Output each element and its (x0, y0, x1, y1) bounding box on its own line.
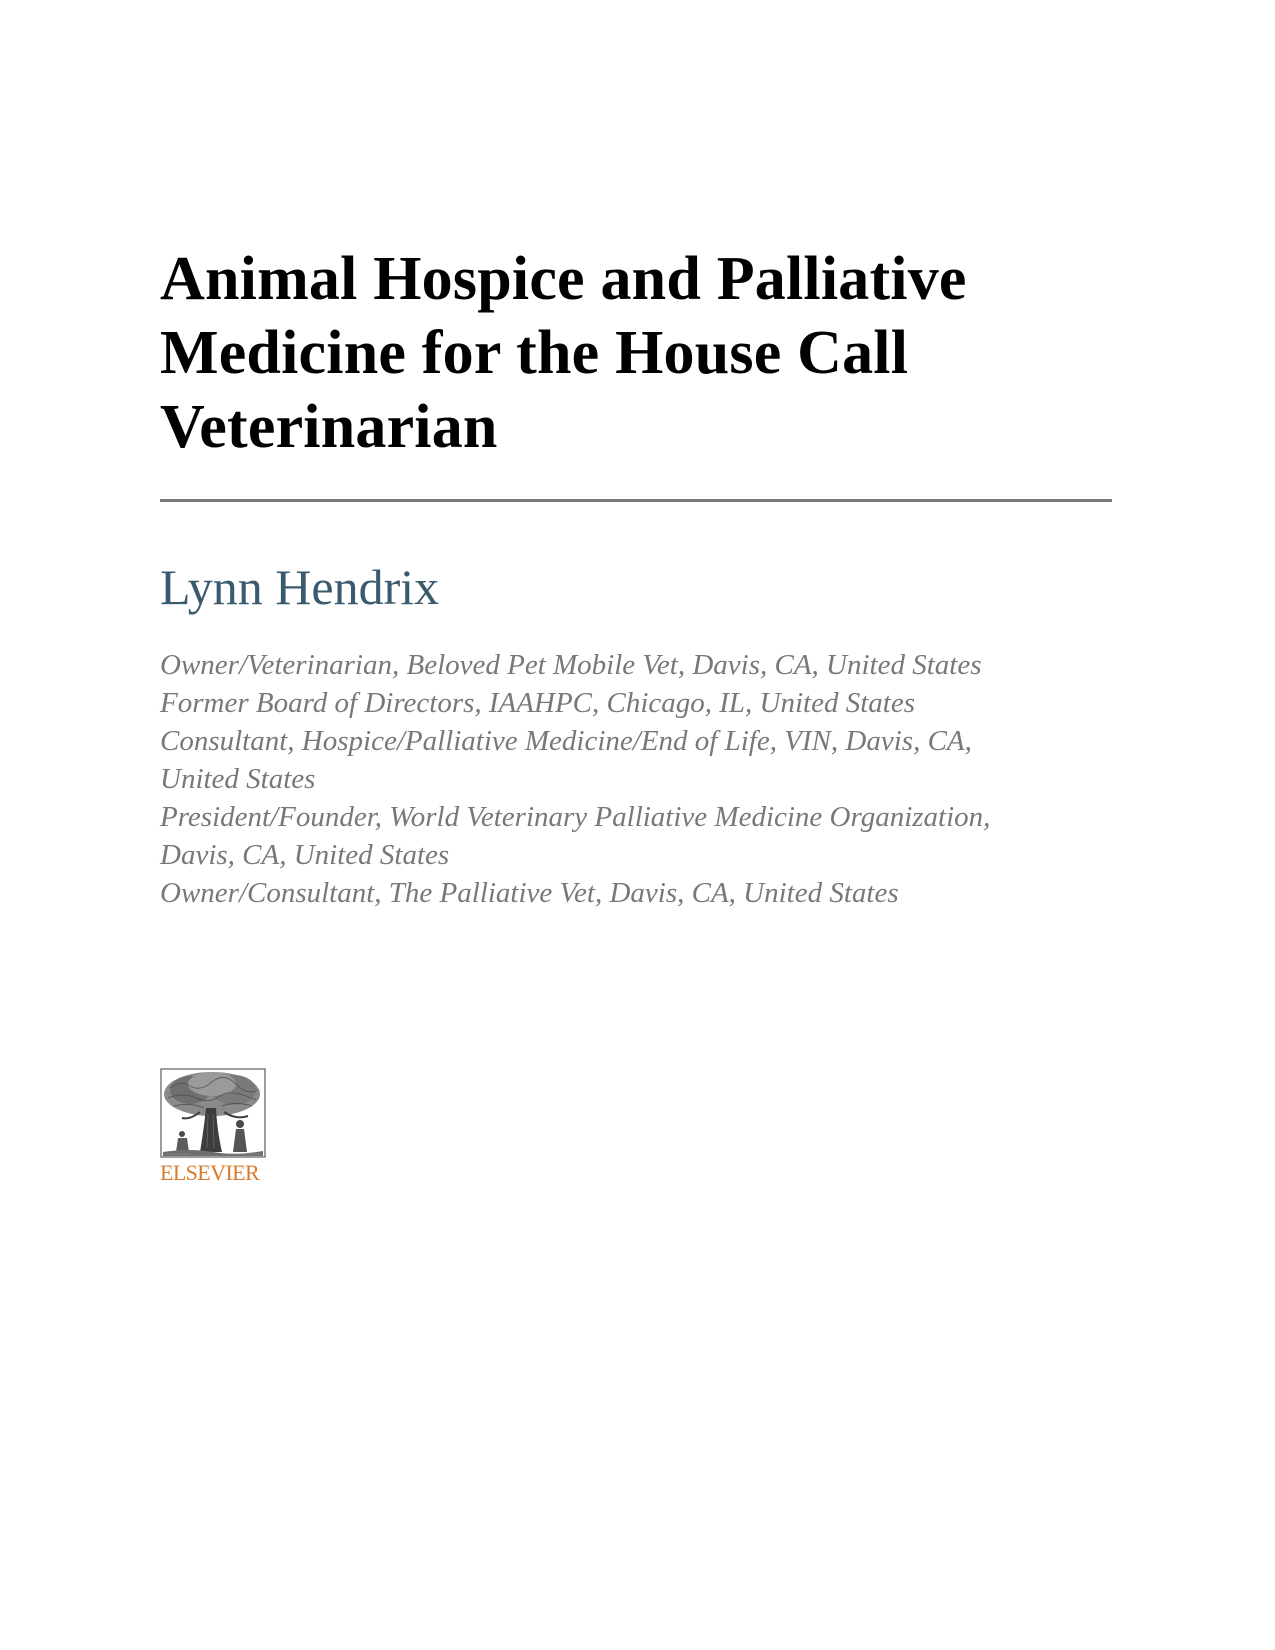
book-title-line: Medicine for the House Call (160, 319, 909, 387)
affiliation-line: Davis, CA, United States (160, 839, 450, 871)
author-name: Lynn Hendrix (160, 559, 440, 615)
elsevier-logo (160, 1068, 268, 1190)
affiliation-line: United States (160, 763, 316, 795)
publisher-name: ELSEVIER (160, 1160, 260, 1185)
author-affiliations (160, 646, 1100, 912)
affiliation-line: President/Founder, World Veterinary Palliative Medicine Organization, (160, 801, 991, 833)
affiliation-line: Owner/Veterinarian, Beloved Pet Mobile Vet, Davis, CA, United States (160, 649, 982, 681)
book-title (160, 242, 1120, 464)
title-divider (160, 499, 1112, 502)
affiliation-line: Consultant, Hospice/Palliative Medicine/End of Life, VIN, Davis, CA, (160, 725, 972, 757)
book-title-line: Animal Hospice and Palliative (160, 245, 967, 313)
book-title-line: Veterinarian (160, 393, 498, 461)
elsevier-tree-icon (160, 1068, 266, 1158)
affiliation-line: Former Board of Directors, IAAHPC, Chicago, IL, United States (160, 687, 916, 719)
affiliation-line: Owner/Consultant, The Palliative Vet, Davis, CA, United States (160, 877, 899, 909)
